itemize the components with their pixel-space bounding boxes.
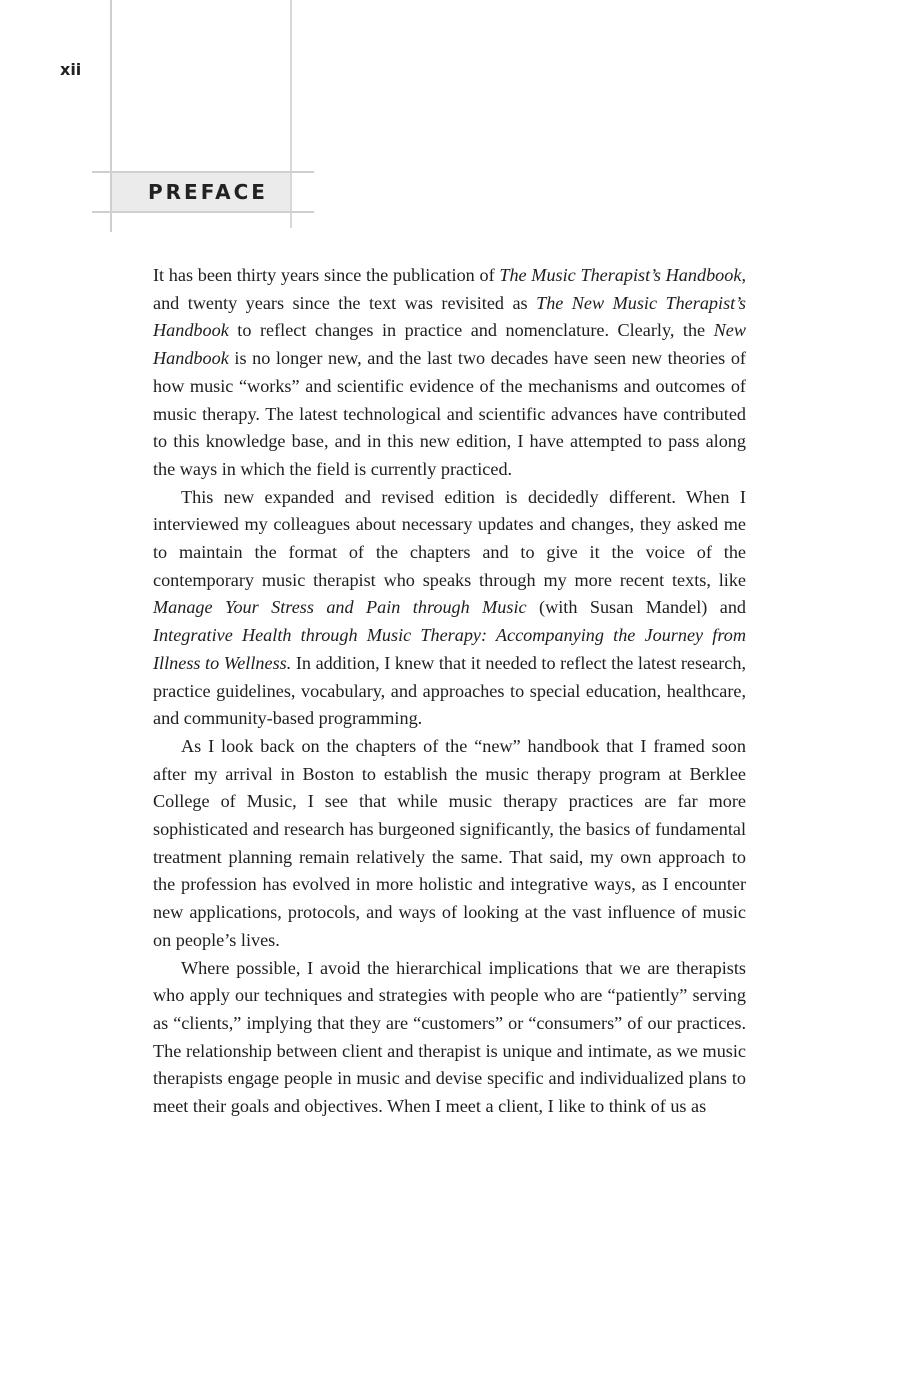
body-text — [153, 262, 746, 1121]
paragraph-text: This new expanded and revised edition is decidedly different. When I interviewed my colleagues about necessary updates and changes, they asked me to maintain the format of the chapters and to give it the voice of the contemporary music therapist who speaks through my more recent texts, like — [153, 486, 746, 590]
italic-title: Manage Your Stress and Pain through Music — [153, 597, 527, 618]
paragraph-text: is no longer new, and the last two decades have seen new theories of how music “works” and scientific evidence of the mechanisms and outcomes of music therapy. The latest technological and scientific advances have contributed to this knowledge base, and in this new edition, I have attempted to pass along the ways in which the field is currently practiced. — [153, 348, 746, 479]
margin-rule-vertical-inner — [290, 0, 292, 228]
italic-title: New Handbook — [153, 320, 746, 369]
paragraph-text: It has been thirty years since the publication of — [153, 265, 500, 285]
paragraph-text: , and twenty years since the text was revisited as — [153, 265, 746, 313]
paragraph — [153, 733, 746, 955]
italic-title: Integrative Health through Music Therapy: Accompanying the Journey from Illness to Wellness. — [153, 625, 746, 673]
paragraph-text: Where possible, I avoid the hierarchical implications that we are therapists who apply our techniques and strategies with people who are “patiently” serving as “clients,” implying that they are “customers” or “consumers” of our practices. The relationship between client and therapist is unique and intimate, as we music therapists engage people in music and devise specific and individualized plans to meet their goals and objectives. When I meet a client, I like to think of us as — [153, 957, 746, 1117]
paragraph-text: (with Susan Mandel) and — [526, 597, 747, 618]
italic-title: The New Music Therapist’s Handbook — [153, 292, 746, 341]
paragraph-text: to reflect changes in practice and nomenclature. Clearly, the — [228, 320, 714, 341]
page-number: xii — [60, 60, 82, 79]
paragraph — [153, 262, 746, 484]
section-title: PREFACE — [148, 180, 268, 204]
paragraph — [153, 955, 746, 1121]
paragraph-text: In addition, I knew that it needed to reflect the latest research, practice guidelines, vocabulary, and approaches to special education, healthcare, and community-based programming. — [153, 652, 746, 729]
paragraph — [153, 484, 746, 733]
italic-title: The Music Therapist’s Handbook — [499, 265, 742, 285]
paragraph-text: As I look back on the chapters of the “new” handbook that I framed soon after my arrival in Boston to establish the music therapy program at Berklee College of Music, I see that while music therapy practices are far more sophisticated and research has burgeoned significantly, the basics of fundamental treatment planning remain relatively the same. That said, my own approach to the profession has evolved in more holistic and integrative ways, as I encounter new applications, protocols, and ways of looking at the vast influence of music on people’s lives. — [153, 735, 746, 950]
heading-rule-bottom — [92, 211, 314, 213]
